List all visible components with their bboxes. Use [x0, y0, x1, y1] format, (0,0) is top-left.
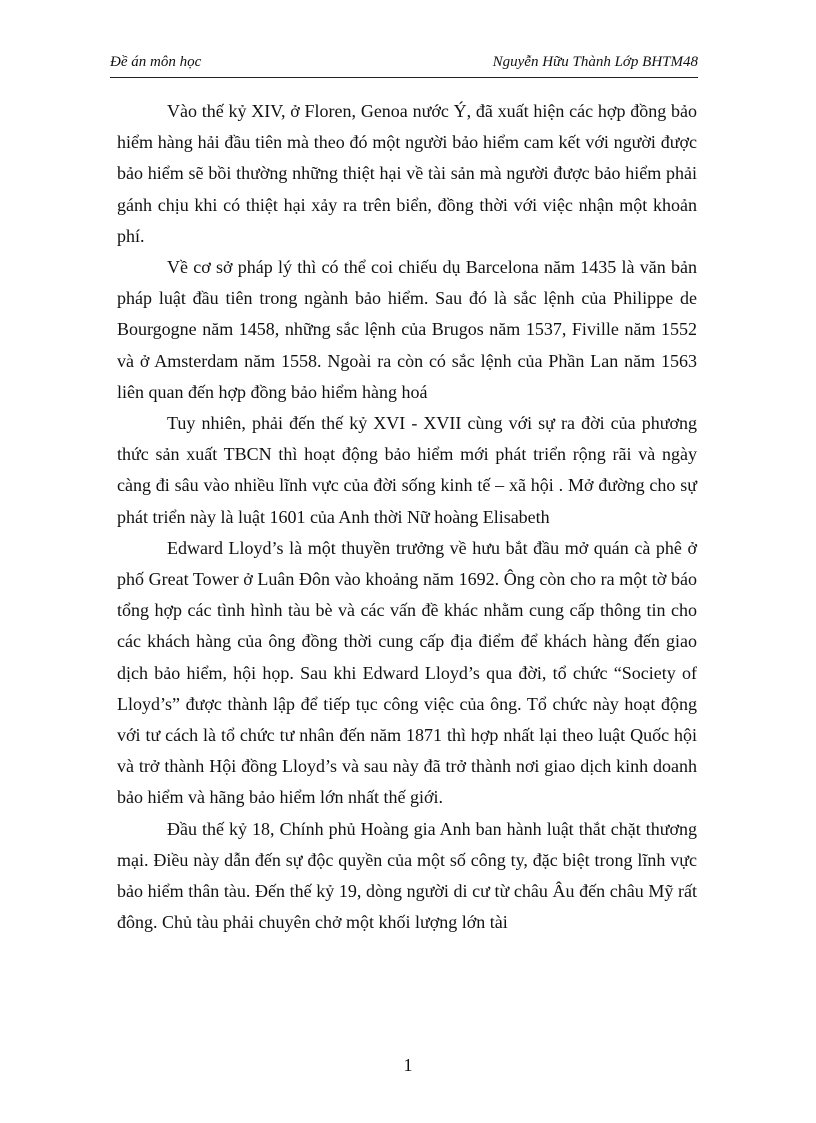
paragraph-5: Đầu thế kỷ 18, Chính phủ Hoàng gia Anh ban hành luật thắt chặt thương mại. Điều này dẫn đến sự độc quyền của một số công ty, đặc biệt trong lĩnh vực bảo hiểm thân tàu. Đến thế kỷ 19, dòng người di cư từ châu Âu đến châu Mỹ rất đông. Chủ tàu phải chuyên chở một khối lượng lớn tài	[117, 818, 697, 933]
paragraph-4: Edward Lloyd’s là một thuyền trưởng về hưu bắt đầu mở quán cà phê ở phố Great Tower ở Luân Đôn vào khoảng năm 1692. Ông còn cho ra một tờ báo tổng hợp các tình hình tàu bè và các vấn đề khác nhằm cung cấp thông tin cho các khách hàng của ông đồng thời cung cấp địa điểm để khách hàng đến giao dịch bảo hiểm, hội họp. Sau khi Edward Lloyd’s qua đời, tổ chức “Society of Lloyd’s” được thành lập để tiếp tục công việc của ông. Tổ chức này hoạt động với tư cách là tổ chức tư nhân đến năm 1871 thì hợp nhất lại theo luật Quốc hội và trở thành Hội đồng Lloyd’s và sau này đã trở thành nơi giao dịch kinh doanh bảo hiểm và hãng bảo hiểm lớn nhất thế giới.	[117, 537, 697, 808]
header-course-title: Đề án môn học	[110, 54, 202, 70]
body-text	[117, 96, 697, 938]
paragraph-2: Về cơ sở pháp lý thì có thể coi chiếu dụ Barcelona năm 1435 là văn bản pháp luật đầu tiên trong ngành bảo hiểm. Sau đó là sắc lệnh của Philippe de Bourgogne năm 1458, những sắc lệnh của Brugos năm 1537, Fiville năm 1552 và ở Amsterdam năm 1558. Ngoài ra còn có sắc lệnh của Phần Lan năm 1563 liên quan đến hợp đồng bảo hiểm hàng hoá	[117, 257, 697, 402]
page-number: 1	[403, 1055, 413, 1075]
page-header	[110, 52, 698, 76]
paragraph-1: Vào thế kỷ XIV, ở Floren, Genoa nước Ý, đã xuất hiện các hợp đồng bảo hiểm hàng hải đầu tiên mà theo đó một người bảo hiểm cam kết với người được bảo hiểm sẽ bồi thường những thiệt hại về tài sản mà người được bảo hiểm phải gánh chịu khi có thiệt hại xảy ra trên biển, đồng thời với việc nhận một khoản phí.	[117, 101, 697, 246]
header-divider	[110, 77, 698, 78]
header-author-class: Nguyễn Hữu Thành Lớp BHTM48	[492, 54, 698, 70]
paragraph-3: Tuy nhiên, phải đến thế kỷ XVI - XVII cùng với sự ra đời của phương thức sản xuất TBCN thì hoạt động bảo hiểm mới phát triển rộng rãi và ngày càng đi sâu vào nhiều lĩnh vực của đời sống kinh tế – xã hội . Mở đường cho sự phát triển này là luật 1601 của Anh thời Nữ hoàng Elisabeth	[117, 413, 697, 527]
